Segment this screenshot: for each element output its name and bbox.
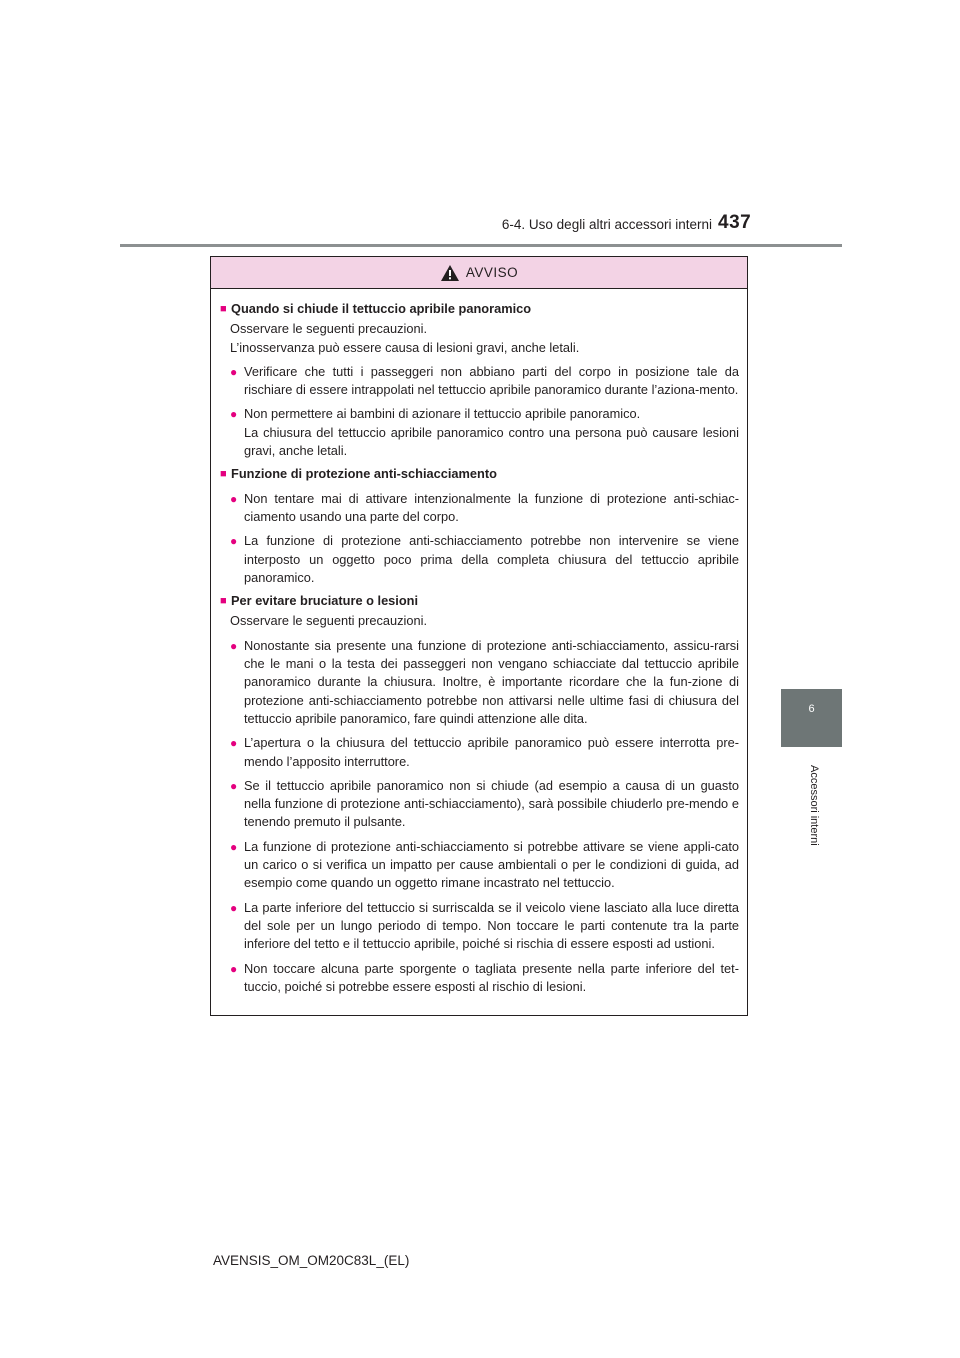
bullet-item: [220, 960, 739, 997]
section-intro-text: Osservare le seguenti precauzioni.: [230, 321, 428, 337]
footer-document-code: AVENSIS_OM_OM20C83L_(EL): [213, 1253, 410, 1268]
bullet-text: La funzione di protezione anti-schiacciamento si potrebbe attivare se viene appli-cato un carico o si verifica un impatto per cause ambientali o per le condizioni di guida, ad esempio come quando un oggetto rimane incastrato nel tettuccio.: [244, 838, 739, 891]
warning-section: [220, 465, 739, 587]
section-title-text: Funzione di protezione anti-schiacciamento: [231, 466, 497, 482]
warning-section: [220, 592, 739, 996]
bullet-item: [220, 777, 739, 832]
bullet-text: La funzione di protezione anti-schiacciamento potrebbe non intervenire se viene interposto un oggetto poco prima della completa chiusura del tettuccio apribile panoramico.: [244, 533, 739, 585]
chapter-side-label: Accessori interni: [808, 765, 820, 846]
bullet-text: Se il tettuccio apribile panoramico non si chiude (ad esempio a causa di un guasto nella funzione di protezione anti-schiacciamento), sarà possibile chiuderlo pre-mendo e tenendo premuto il pulsante.: [244, 777, 739, 830]
section-title-text: Quando si chiude il tettuccio apribile panoramico: [231, 301, 532, 316]
bullet-text: Non toccare alcuna parte sporgente o tagliata presente nella parte inferiore del tet-tuccio, poiché si potrebbe essere esposti al rischio di lesioni.: [244, 960, 739, 994]
chapter-tab: [781, 689, 842, 747]
bullet-item: [220, 838, 739, 893]
round-bullet-icon: ●: [230, 961, 238, 976]
warning-box: [210, 256, 748, 1016]
section-intro-text: L’inosservanza può essere causa di lesioni gravi, anche letali.: [230, 339, 580, 355]
bullet-text: Nonostante sia presente una funzione di protezione anti-schiacciamento, assicu-rarsi che le mani o la testa dei passeggeri non vengano schiacciate dal tettuccio apribile panoramico durante la chiusura. Inoltre, è importante ricordare che la fun-zione di protezione anti-schiacciamento potrebbe non attivarsi nelle ultime fasi di chiusura del tettuccio apribile panoramico, fare quindi attenzione alle dita.: [244, 637, 739, 726]
round-bullet-icon: ●: [230, 900, 238, 915]
section-title: [220, 465, 739, 483]
round-bullet-icon: ●: [230, 491, 238, 506]
warning-header: [211, 257, 747, 289]
bullet-item: [220, 490, 739, 527]
bullet-item: [220, 637, 739, 728]
bullet-text: L’apertura o la chiusura del tettuccio apribile panoramico può essere interrotta pre-mendo l’apposito interruttore.: [244, 735, 739, 769]
round-bullet-icon: ●: [230, 839, 238, 854]
header-rule: [120, 244, 842, 247]
warning-triangle-icon: [440, 264, 460, 282]
warning-section: [220, 300, 739, 460]
bullet-item: [220, 532, 739, 587]
bullet-item: [220, 405, 739, 460]
bullet-text: Verificare che tutti i passeggeri non abbiano parti del corpo in posizione tale da rischiare di essere intrappolati nel tettuccio apribile panoramico durante l’aziona-mento.: [244, 363, 739, 398]
section-title-text: Per evitare bruciature o lesioni: [231, 593, 419, 609]
round-bullet-icon: ●: [230, 364, 238, 379]
bullet-text: La parte inferiore del tettuccio si surriscalda se il veicolo viene lasciato alla luce diretta del sole per un lungo periodo di tempo. Non toccare le parti contenute tra la parte inferiore del tetto e il tettuccio apribile, poiché si rischia di essere esposti ad ustioni.: [244, 899, 739, 952]
bullet-text: Non tentare mai di attivare intenzionalmente la funzione di protezione anti-schiac-ciamento usando una parte del corpo.: [244, 490, 739, 524]
section-intro-text: Osservare le seguenti precauzioni.: [230, 613, 428, 629]
round-bullet-icon: ●: [230, 736, 238, 751]
bullet-item: [220, 899, 739, 954]
bullet-text: Non permettere ai bambini di azionare il tettuccio apribile panoramico. La chiusura del tettuccio apribile panoramico contro una persona può causare lesioni gravi, anche letali.: [244, 406, 739, 459]
page-number: 437: [718, 212, 752, 233]
square-bullet-icon: ■: [220, 303, 227, 315]
section-title: [220, 592, 739, 610]
section-title: [220, 300, 739, 318]
header-section-title: 6-4. Uso degli altri accessori interni: [501, 217, 712, 232]
bullet-item: [220, 363, 739, 400]
round-bullet-icon: ●: [230, 778, 238, 793]
chapter-tab-number: 6: [808, 703, 815, 715]
warning-title: AVVISO: [465, 265, 519, 280]
round-bullet-icon: ●: [230, 638, 238, 653]
bullet-item: [220, 734, 739, 771]
round-bullet-icon: ●: [230, 534, 238, 549]
square-bullet-icon: ■: [220, 468, 227, 481]
square-bullet-icon: ■: [220, 595, 227, 608]
warning-body: [211, 289, 747, 996]
round-bullet-icon: ●: [230, 407, 238, 422]
